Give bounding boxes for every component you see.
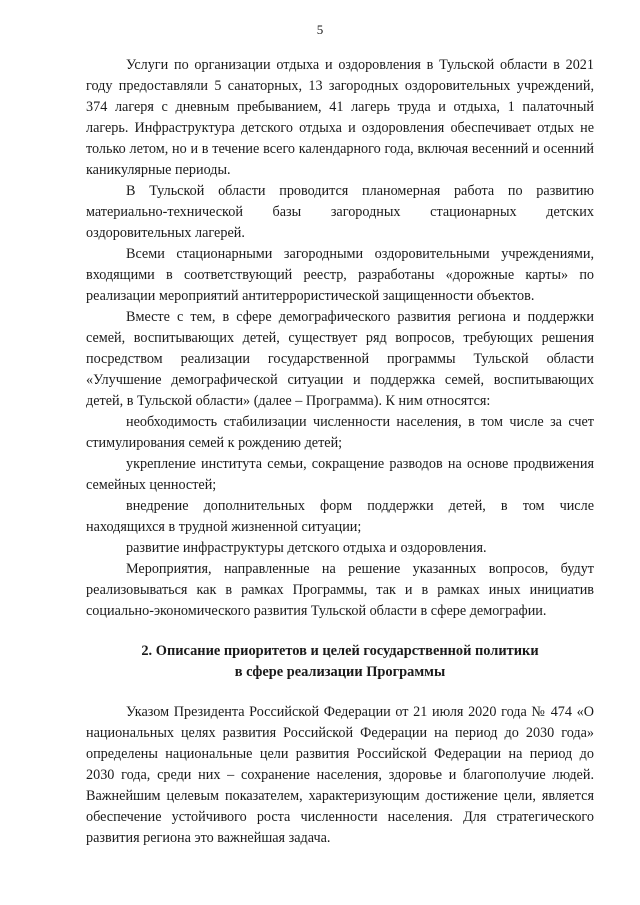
- paragraph-presidential-decree: Указом Президента Российской Федерации от 21 июля 2020 года № 474 «О национальных целях развития Российской Федерации на период до 2030 года» определены национальные цели развития Российской Федерации на период до 2030 года, среди них – сохранение населения, здоровье и благополучие людей. Важнейшим целевым показателем, характеризующим достижение цели, является обеспечение устойчивого роста численности населения. Для стратегического развития региона это важнейшая задача.: [86, 704, 594, 846]
- document-body: [86, 55, 594, 849]
- list-item-child-support: внедрение дополнительных форм поддержки детей, в том числе находящихся в трудной жизненной ситуации;: [86, 498, 594, 535]
- page-number: 5: [316, 22, 324, 37]
- paragraph-measures: Мероприятия, направленные на решение указанных вопросов, будут реализовываться как в рамках Программы, так и в рамках иных инициатив социально-экономического развития Тульской области в сфере демографии.: [86, 561, 594, 619]
- section-heading-line-1: 2. Описание приоритетов и целей государственной политики: [141, 643, 539, 659]
- list-item-infrastructure: развитие инфраструктуры детского отдыха и оздоровления.: [126, 540, 487, 556]
- section-heading-line-2: в сфере реализации Программы: [234, 664, 446, 680]
- paragraph-recreation-services: Услуги по организации отдыха и оздоровления в Тульской области в 2021 году предоставляли 5 санаторных, 13 загородных оздоровительных учреждений, 374 лагеря с дневным пребыванием, 41 лагерь труда и отдыха, 1 палаточный лагерь. Инфраструктура детского отдыха и оздоровления обеспечивает отдых не только летом, но и в течение всего календарного года, включая весенний и осенний каникулярные периоды.: [86, 57, 594, 178]
- section-heading: [86, 641, 594, 683]
- paragraph-demographic-issues: Вместе с тем, в сфере демографического развития региона и поддержки семей, воспитывающих детей, существует ряд вопросов, требующих решения посредством реализации государственной программы Тульской области «Улучшение демографической ситуации и поддержка семей, воспитывающих детей, в Тульской области» (далее – Программа). К ним относятся:: [86, 309, 594, 409]
- paragraph-road-maps: Всеми стационарными загородными оздоровительными учреждениями, входящими в соответствующий реестр, разработаны «дорожные карты» по реализации мероприятий антитеррористической защищенности объектов.: [86, 246, 594, 304]
- paragraph-material-base: В Тульской области проводится планомерная работа по развитию материально-технической базы загородных стационарных детских оздоровительных лагерей.: [86, 183, 594, 241]
- list-item-family-institution: укрепление института семьи, сокращение разводов на основе продвижения семейных ценностей;: [86, 456, 594, 493]
- list-item-population-stabilization: необходимость стабилизации численности населения, в том числе за счет стимулирования семей к рождению детей;: [86, 414, 594, 451]
